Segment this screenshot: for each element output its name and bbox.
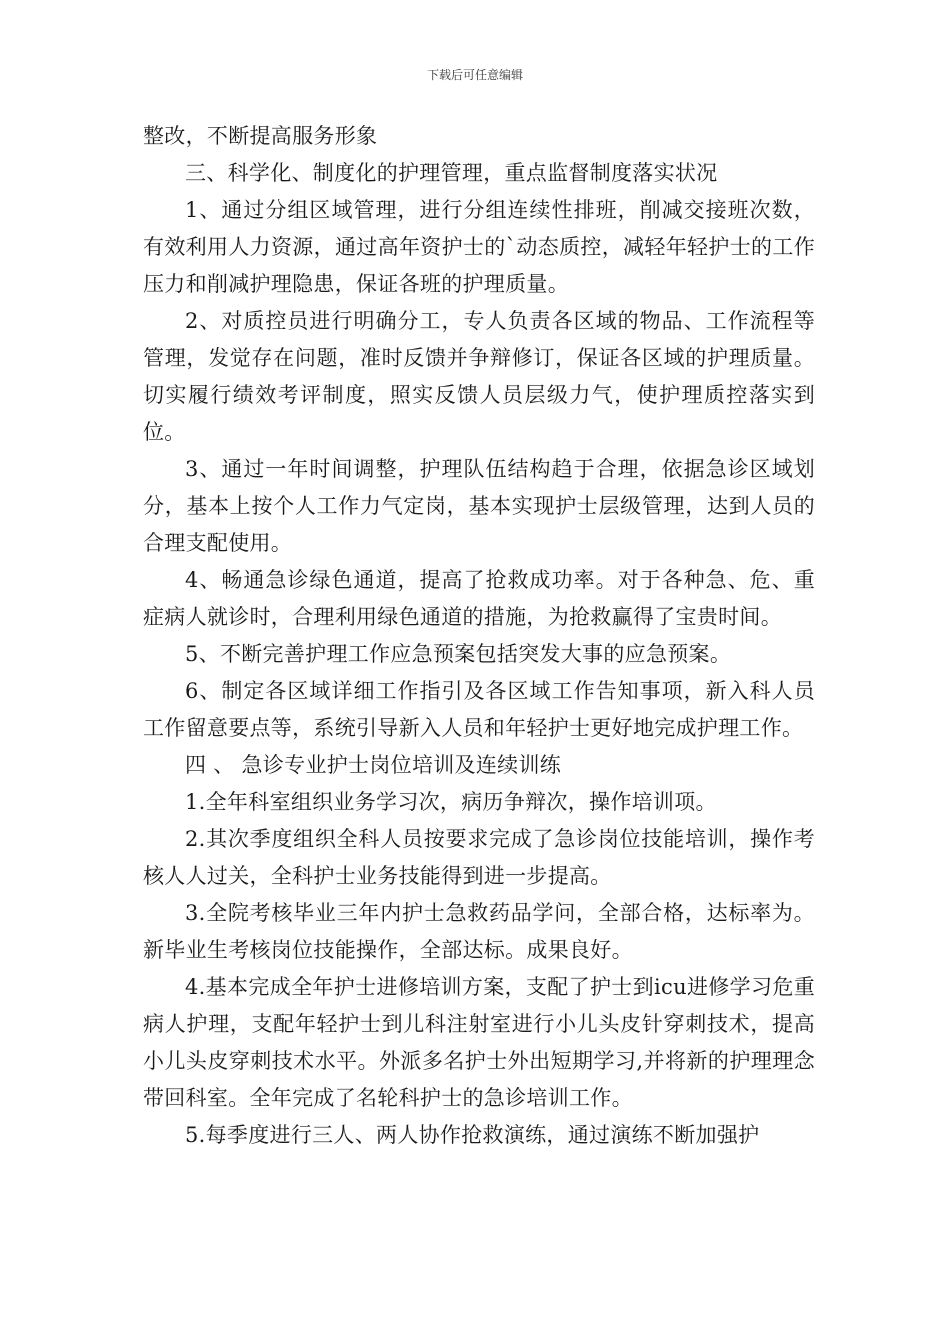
- paragraph: 4.基本完成全年护士进修培训方案，支配了护士到icu进修学习危重病人护理，支配年轻护士到儿科注射室进行小儿头皮针穿刺技术，提高小儿头皮穿刺技术水平。外派多名护士外出短期学习,并将新的护理理念带回科室。全年完成了名轮科护士的急诊培训工作。: [143, 975, 815, 1110]
- paragraph: 3、通过一年时间调整，护理队伍结构趋于合理，依据急诊区域划分，基本上按个人工作力气定岗，基本实现护士层级管理，达到人员的合理支配使用。: [143, 457, 815, 555]
- section-heading: 四 、 急诊专业护士岗位培训及连续训练: [185, 753, 562, 777]
- paragraph: 4、畅通急诊绿色通道，提高了抢救成功率。对于各种急、危、重症病人就诊时，合理利用绿色通道的措施，为抢救赢得了宝贵时间。: [143, 568, 815, 629]
- document-body: [143, 118, 815, 1154]
- paragraph: 5.每季度进行三人、两人协作抢救演练，通过演练不断加强护: [185, 1123, 760, 1147]
- paragraph: 6、制定各区域详细工作指引及各区域工作告知事项，新入科人员工作留意要点等，系统引导新入人员和年轻护士更好地完成护理工作。: [143, 679, 815, 740]
- paragraph: 1.全年科室组织业务学习次，病历争辩次，操作培训项。: [185, 790, 717, 814]
- paragraph: 整改，不断提高服务形象: [143, 124, 378, 148]
- paragraph: 2.其次季度组织全科人员按要求完成了急诊岗位技能培训，操作考核人人过关，全科护士业务技能得到进一步提高。: [143, 827, 815, 888]
- paragraph: 3.全院考核毕业三年内护士急救药品学问，全部合格，达标率为。新毕业生考核岗位技能操作，全部达标。成果良好。: [143, 901, 815, 962]
- paragraph: 2、对质控员进行明确分工，专人负责各区域的物品、工作流程等管理，发觉存在问题，准时反馈并争辩修订，保证各区域的护理质量。切实履行绩效考评制度，照实反馈人员层级力气，使护理质控落实到位。: [143, 309, 815, 444]
- page-header: 下载后可任意编辑: [426, 68, 523, 82]
- paragraph: 1、通过分组区域管理，进行分组连续性排班，削减交接班次数，有效利用人力资源，通过高年资护士的`动态质控，减轻年轻护士的工作压力和削减护理隐患，保证各班的护理质量。: [143, 198, 815, 296]
- section-heading: 三、科学化、制度化的护理管理，重点监督制度落实状况: [185, 161, 718, 185]
- paragraph: 5、不断完善护理工作应急预案包括突发大事的应急预案。: [185, 642, 732, 666]
